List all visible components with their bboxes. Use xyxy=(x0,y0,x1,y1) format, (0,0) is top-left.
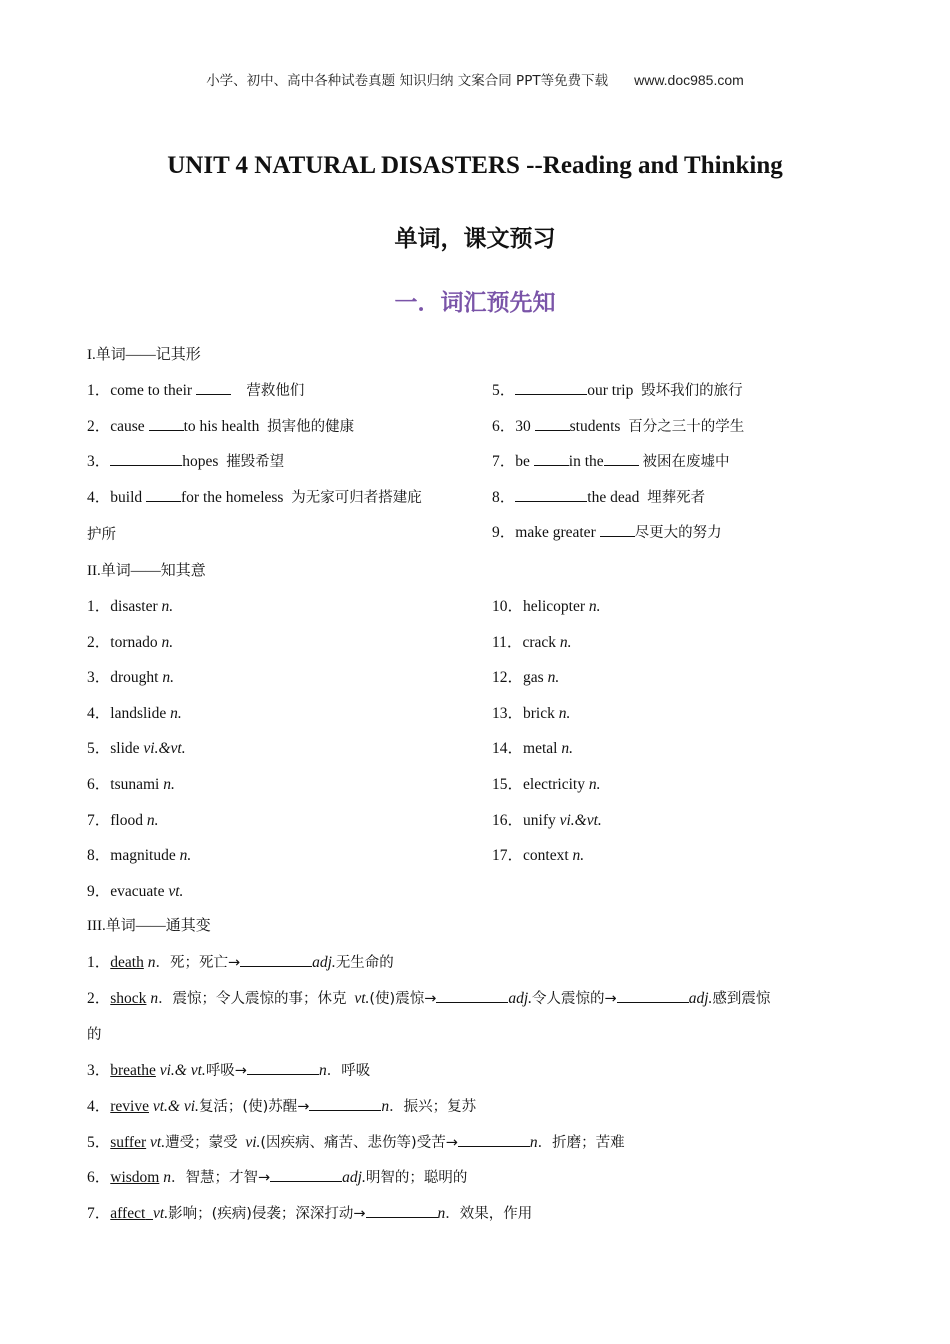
s2-item: 17．context n. xyxy=(492,847,585,864)
s2-item: 16．unify vi.&vt. xyxy=(492,812,602,829)
s2-item: 8．magnitude n. xyxy=(87,847,192,864)
s3-item-2-cont: 的 xyxy=(87,1027,102,1043)
s1-item-9: 9．make greater 尽更大的努力 xyxy=(492,524,722,541)
s1-item-4: 4．build for the homeless 为无家可归者搭建庇 xyxy=(87,489,422,506)
s1-item-6: 6．30 students 百分之三十的学生 xyxy=(492,418,745,435)
s1-item-7: 7．be in the 被困在废墟中 xyxy=(492,453,730,470)
s1-item-4-cont: 护所 xyxy=(87,527,116,543)
s2-item: 9．evacuate vt. xyxy=(87,883,184,900)
s3-item-6: 6．wisdom n．智慧；才智→ adj.明智的；聪明的 xyxy=(87,1169,468,1186)
document-subtitle: 单词，课文预习 xyxy=(394,225,556,252)
s2-item: 12．gas n. xyxy=(492,669,560,686)
s1-item-5: 5． our trip 毁坏我们的旅行 xyxy=(492,382,743,399)
document-title: UNIT 4 NATURAL DISASTERS --Reading and Thinking xyxy=(167,152,783,179)
s2-item: 6．tsunami n. xyxy=(87,776,175,793)
s3-item-4: 4．revive vt.& vi.复活；(使)苏醒→ n．振兴；复苏 xyxy=(87,1098,477,1115)
s3-item-1: 1．death n．死；死亡→ adj.无生命的 xyxy=(87,954,394,971)
s1-item-3: 3． hopes 摧毁希望 xyxy=(87,453,285,470)
s3-item-7: 7．affect vt.影响；(疾病)侵袭；深深打动→ n．效果，作用 xyxy=(87,1205,533,1222)
header-text: 小学、初中、高中各种试卷真题 知识归纳 文案合同 PPT等免费下载 xyxy=(206,73,609,89)
section-heading: 一．词汇预先知 xyxy=(394,290,556,316)
section3-label: III.单词——通其变 xyxy=(87,918,211,934)
s1-item-2: 2．cause to his health 损害他的健康 xyxy=(87,418,355,435)
s2-item: 14．metal n. xyxy=(492,740,573,757)
page-header xyxy=(0,69,950,89)
s2-item: 7．flood n. xyxy=(87,812,159,829)
s2-item: 13．brick n. xyxy=(492,705,571,722)
section1-label: I.单词——记其形 xyxy=(87,347,201,363)
s2-item: 10．helicopter n. xyxy=(492,598,601,615)
s2-item: 4．landslide n. xyxy=(87,705,182,722)
s2-item: 5．slide vi.&vt. xyxy=(87,740,186,757)
s2-item: 1．disaster n. xyxy=(87,598,174,615)
s3-item-5: 5．suffer vt.遭受；蒙受 vi.(因疾病、痛苦、悲伤等)受苦→ n．折磨；苦难 xyxy=(87,1134,625,1151)
s2-item: 3．drought n. xyxy=(87,669,174,686)
s2-item: 2．tornado n. xyxy=(87,634,174,651)
s1-item-1: 1．come to their 营救他们 xyxy=(87,382,305,399)
section2-label: II.单词——知其意 xyxy=(87,563,206,579)
s3-item-3: 3．breathe vi.& vt.呼吸→ n．呼吸 xyxy=(87,1062,371,1079)
s3-item-2: 2．shock n．震惊；令人震惊的事；休克 vt.(使)震惊→ adj.令人震惊的→ adj.感到震惊 xyxy=(87,990,771,1007)
s2-item: 15．electricity n. xyxy=(492,776,601,793)
header-site: www.doc985.com xyxy=(634,72,744,88)
s1-item-8: 8． the dead 埋葬死者 xyxy=(492,489,706,506)
s2-item: 11．crack n. xyxy=(492,634,572,651)
